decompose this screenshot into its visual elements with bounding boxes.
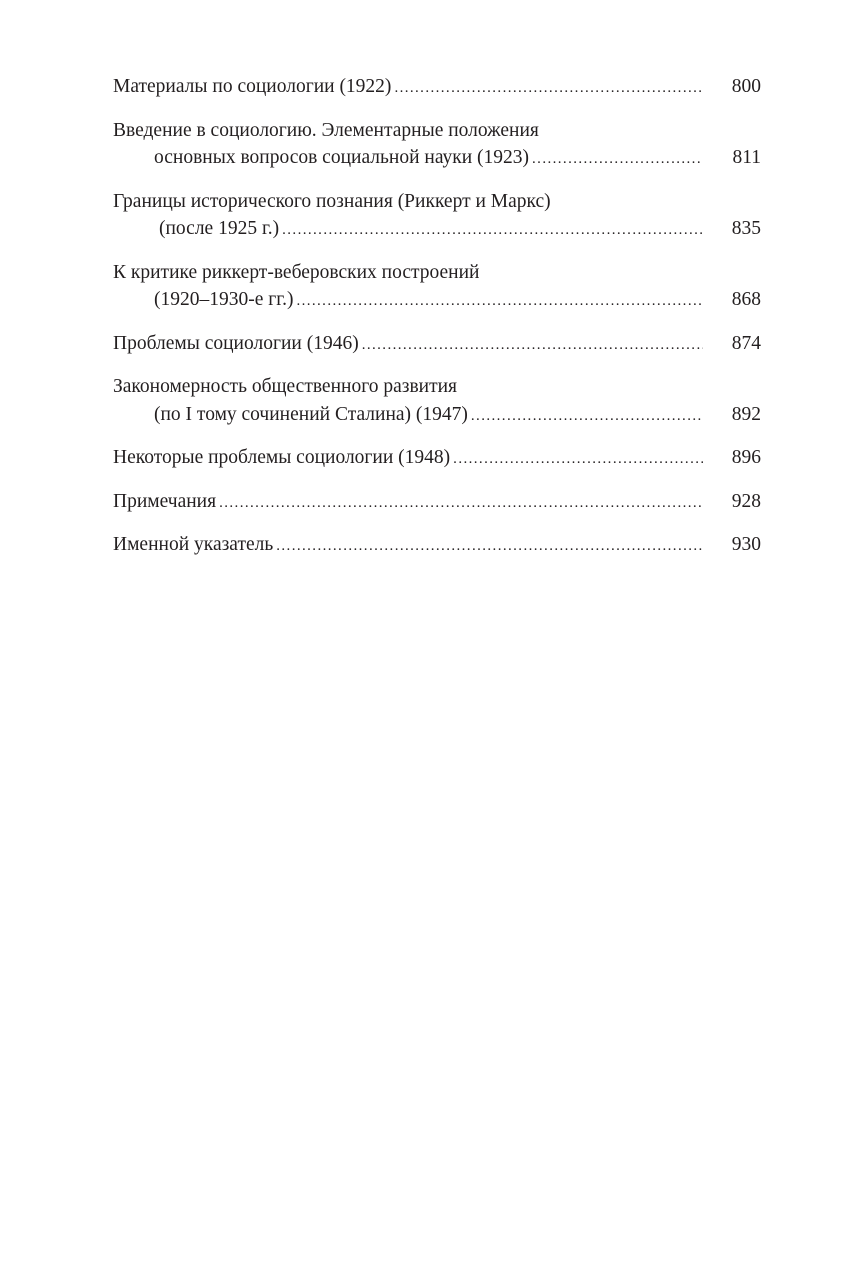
toc-entry[interactable] xyxy=(113,330,761,360)
toc-entry-title: К критике риккерт-веберовских построений xyxy=(113,261,480,283)
toc-entry[interactable] xyxy=(113,488,761,518)
dot-leader xyxy=(394,75,703,103)
dot-leader xyxy=(532,146,703,174)
toc-entry[interactable] xyxy=(113,73,761,103)
toc-entry-title-continued: (по I тому сочинений Сталина) (1947) xyxy=(154,403,468,425)
dot-leader xyxy=(282,217,703,245)
dot-leader xyxy=(219,490,703,518)
toc-page-number: 868 xyxy=(731,289,761,310)
toc-entry-title-continued: (1920–1930-е гг.) xyxy=(154,289,294,310)
toc-entry[interactable] xyxy=(113,117,761,174)
toc-entry-line-continued xyxy=(113,401,761,431)
toc-entry-line-continued xyxy=(113,215,761,245)
toc-entry[interactable] xyxy=(113,259,761,316)
dot-leader xyxy=(276,533,703,561)
toc-page-number: 930 xyxy=(731,534,761,555)
toc-entry[interactable] xyxy=(113,373,761,430)
toc-entry-line xyxy=(113,259,761,287)
dot-leader xyxy=(453,446,703,474)
toc-entry-title: Проблемы социологии (1946) xyxy=(113,332,359,354)
toc-entry-title: Некоторые проблемы социологии (1948) xyxy=(113,447,451,468)
toc-entry[interactable] xyxy=(113,188,761,245)
toc-entry-title: Закономерность общественного развития xyxy=(113,376,458,397)
toc-entry-line xyxy=(113,117,761,145)
toc-entry-title-continued: (после 1925 г.) xyxy=(159,218,280,239)
toc-entry-line xyxy=(113,531,761,561)
toc-page-number: 928 xyxy=(731,490,761,512)
toc-entry-title: Введение в социологию. Элементарные положения xyxy=(113,119,539,141)
toc-entry[interactable] xyxy=(113,531,761,561)
toc-page-number: 892 xyxy=(731,403,761,425)
toc-entry-line xyxy=(113,330,761,360)
toc-entry-line xyxy=(113,188,761,216)
dot-leader xyxy=(296,288,703,316)
toc-page-number: 800 xyxy=(731,76,761,97)
toc-page-number: 896 xyxy=(731,447,761,468)
toc-entry-line xyxy=(113,73,761,103)
toc-entry-line xyxy=(113,373,761,401)
toc-entry-line xyxy=(113,488,761,518)
dot-leader xyxy=(362,332,703,360)
toc-entry[interactable] xyxy=(113,444,761,474)
dot-leader xyxy=(471,403,703,431)
toc-entry-title-continued: основных вопросов социальной науки (1923) xyxy=(154,147,530,168)
toc-entry-line xyxy=(113,444,761,474)
toc-entry-title: Границы исторического познания (Риккерт и Маркс) xyxy=(113,190,551,212)
toc-page-number: 811 xyxy=(732,147,761,168)
table-of-contents xyxy=(113,73,761,575)
toc-entry-line-continued xyxy=(113,144,761,174)
toc-page-number: 874 xyxy=(731,332,761,354)
toc-entry-title: Материалы по социологии (1922) xyxy=(113,76,392,97)
toc-page-number: 835 xyxy=(731,218,761,239)
toc-entry-title: Именной указатель xyxy=(113,534,274,555)
toc-entry-title: Примечания xyxy=(113,490,217,512)
toc-entry-line-continued xyxy=(113,286,761,316)
